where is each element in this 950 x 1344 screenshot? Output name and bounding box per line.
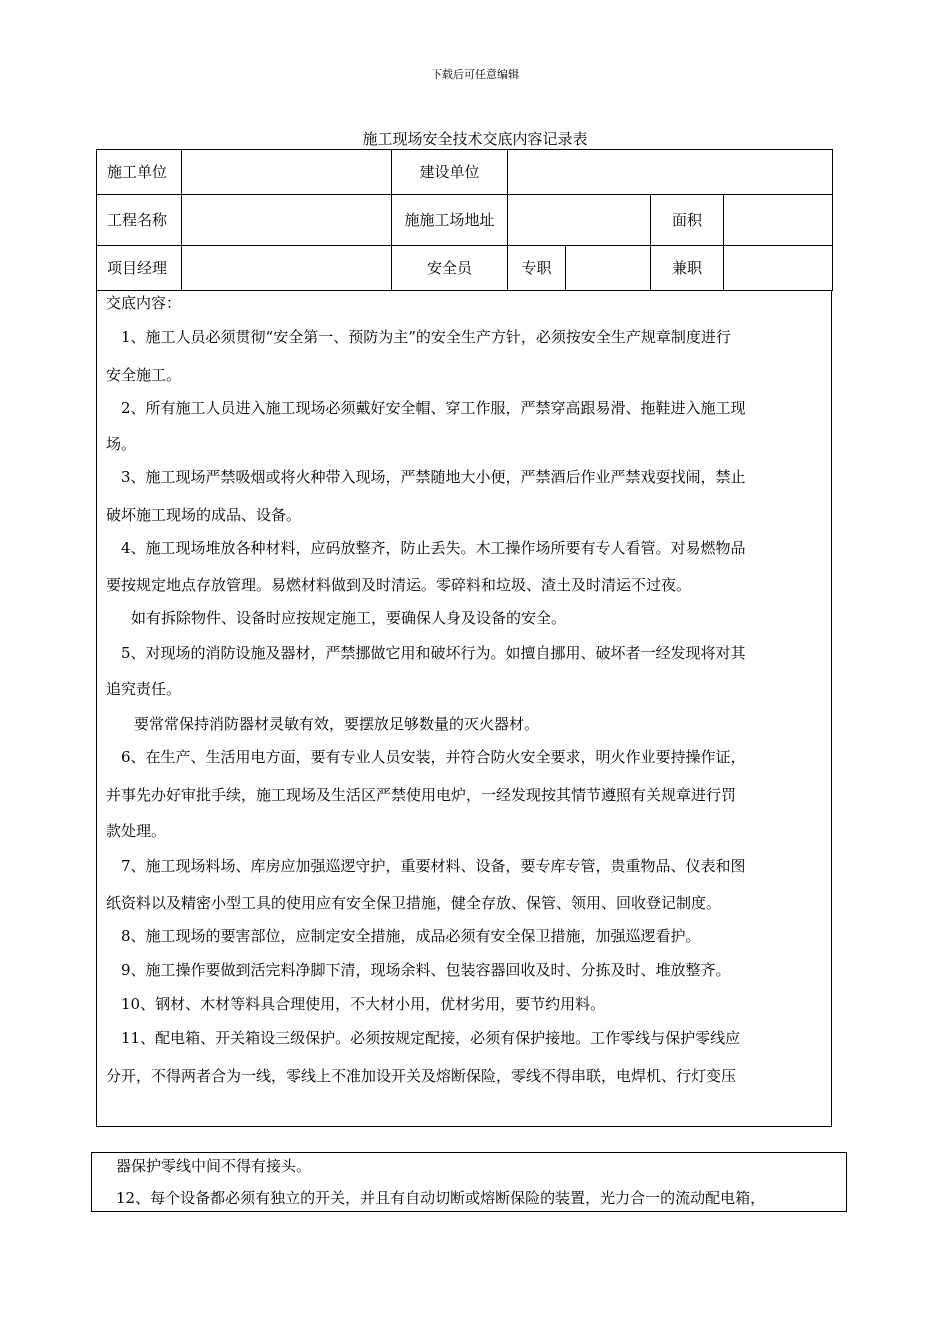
area-field[interactable] [724,195,833,246]
info-table [96,149,833,291]
area-label: 面积 [651,195,724,246]
content-line: 3、施工现场严禁吸烟或将火种带入现场，严禁随地大小便，严禁酒后作业严禁戏耍找闹，禁止 [121,468,746,486]
project-name-field[interactable] [182,195,392,246]
content-line: 5、对现场的消防设施及器材，严禁挪做它用和破坏行为。如擅自挪用、破坏者一经发现将对其 [121,644,746,662]
table-row [97,150,833,195]
fulltime-field[interactable] [566,246,651,291]
project-manager-label: 项目经理 [97,246,182,291]
content-line: 6、在生产、生活用电方面，要有专业人员安装，并符合防火安全要求，明火作业要持操作证， [121,748,746,766]
content-line: 1、施工人员必须贯彻“安全第一、预防为主”的安全生产方针，必须按安全生产规章制度进行 [121,328,731,346]
content-line: 并事先办好审批手续，施工现场及生活区严禁使用电炉，一经发现按其情节遵照有关规章进行罚 [106,786,737,804]
content-line: 款处理。 [106,822,167,840]
owner-unit-label: 建设单位 [392,150,508,195]
content-line: 11、配电箱、开关箱设三级保护。必须按规定配接，必须有保护接地。工作零线与保护零线应 [121,1029,741,1047]
content-line: 12、每个设备都必须有独立的开关，并且有自动切断或熔断保险的装置，光力合一的流动配电箱， [116,1189,766,1207]
content-line: 破坏施工现场的成品、设备。 [106,506,302,524]
parttime-field[interactable] [724,246,833,291]
content-line: 纸资料以及精密小型工具的使用应有安全保卫措施，健全存放、保管、领用、回收登记制度。 [106,894,722,912]
header-note: 下载后可任意编辑 [431,68,519,81]
fulltime-label: 专职 [508,246,566,291]
content-line: 7、施工现场料场、库房应加强巡逻守护，重要材料、设备，要专库专管，贵重物品、仪表和图 [121,857,746,875]
content-heading: 交底内容： [106,294,182,312]
content-line: 10、钢材、木材等料具合理使用，不大材小用，优材劣用，要节约用料。 [121,995,606,1013]
content-line: 器保护零线中间不得有接头。 [116,1157,312,1175]
project-manager-field[interactable] [182,246,392,291]
safety-officer-label: 安全员 [392,246,508,291]
content-line: 如有拆除物件、设备时应按规定施工，要确保人身及设备的安全。 [131,609,567,627]
content-line: 场。 [106,435,137,453]
site-address-label: 施施工场地址 [392,195,508,246]
content-line: 安全施工。 [106,366,182,384]
content-line: 8、施工现场的要害部位，应制定安全措施，成品必须有安全保卫措施，加强巡逻看护。 [121,927,701,945]
content-line: 分开，不得两者合为一线，零线上不准加设开关及熔断保险，零线不得串联，电焊机、行灯变压 [106,1067,737,1085]
project-name-label: 工程名称 [97,195,182,246]
content-line: 要常常保持消防器材灵敏有效，要摆放足够数量的灭火器材。 [134,715,540,733]
content-line: 追究责任。 [106,680,182,698]
document-title: 施工现场安全技术交底内容记录表 [362,130,588,148]
site-address-field[interactable] [508,195,651,246]
content-line: 2、所有施工人员进入施工现场必须戴好安全帽、穿工作服，严禁穿高跟易滑、拖鞋进入施工现 [121,399,746,417]
table-row [97,195,833,246]
parttime-label: 兼职 [651,246,724,291]
owner-unit-field[interactable] [508,150,833,195]
construction-unit-label: 施工单位 [97,150,182,195]
content-line: 要按规定地点存放管理。易燃材料做到及时清运。零碎料和垃圾、渣土及时清运不过夜。 [106,576,692,594]
table-row [97,246,833,291]
construction-unit-field[interactable] [182,150,392,195]
content-line: 9、施工操作要做到活完料净脚下清，现场余料、包装容器回收及时、分拣及时、堆放整齐。 [121,961,731,979]
content-line: 4、施工现场堆放各种材料，应码放整齐，防止丢失。木工操作场所要有专人看管。对易燃物品 [121,539,746,557]
